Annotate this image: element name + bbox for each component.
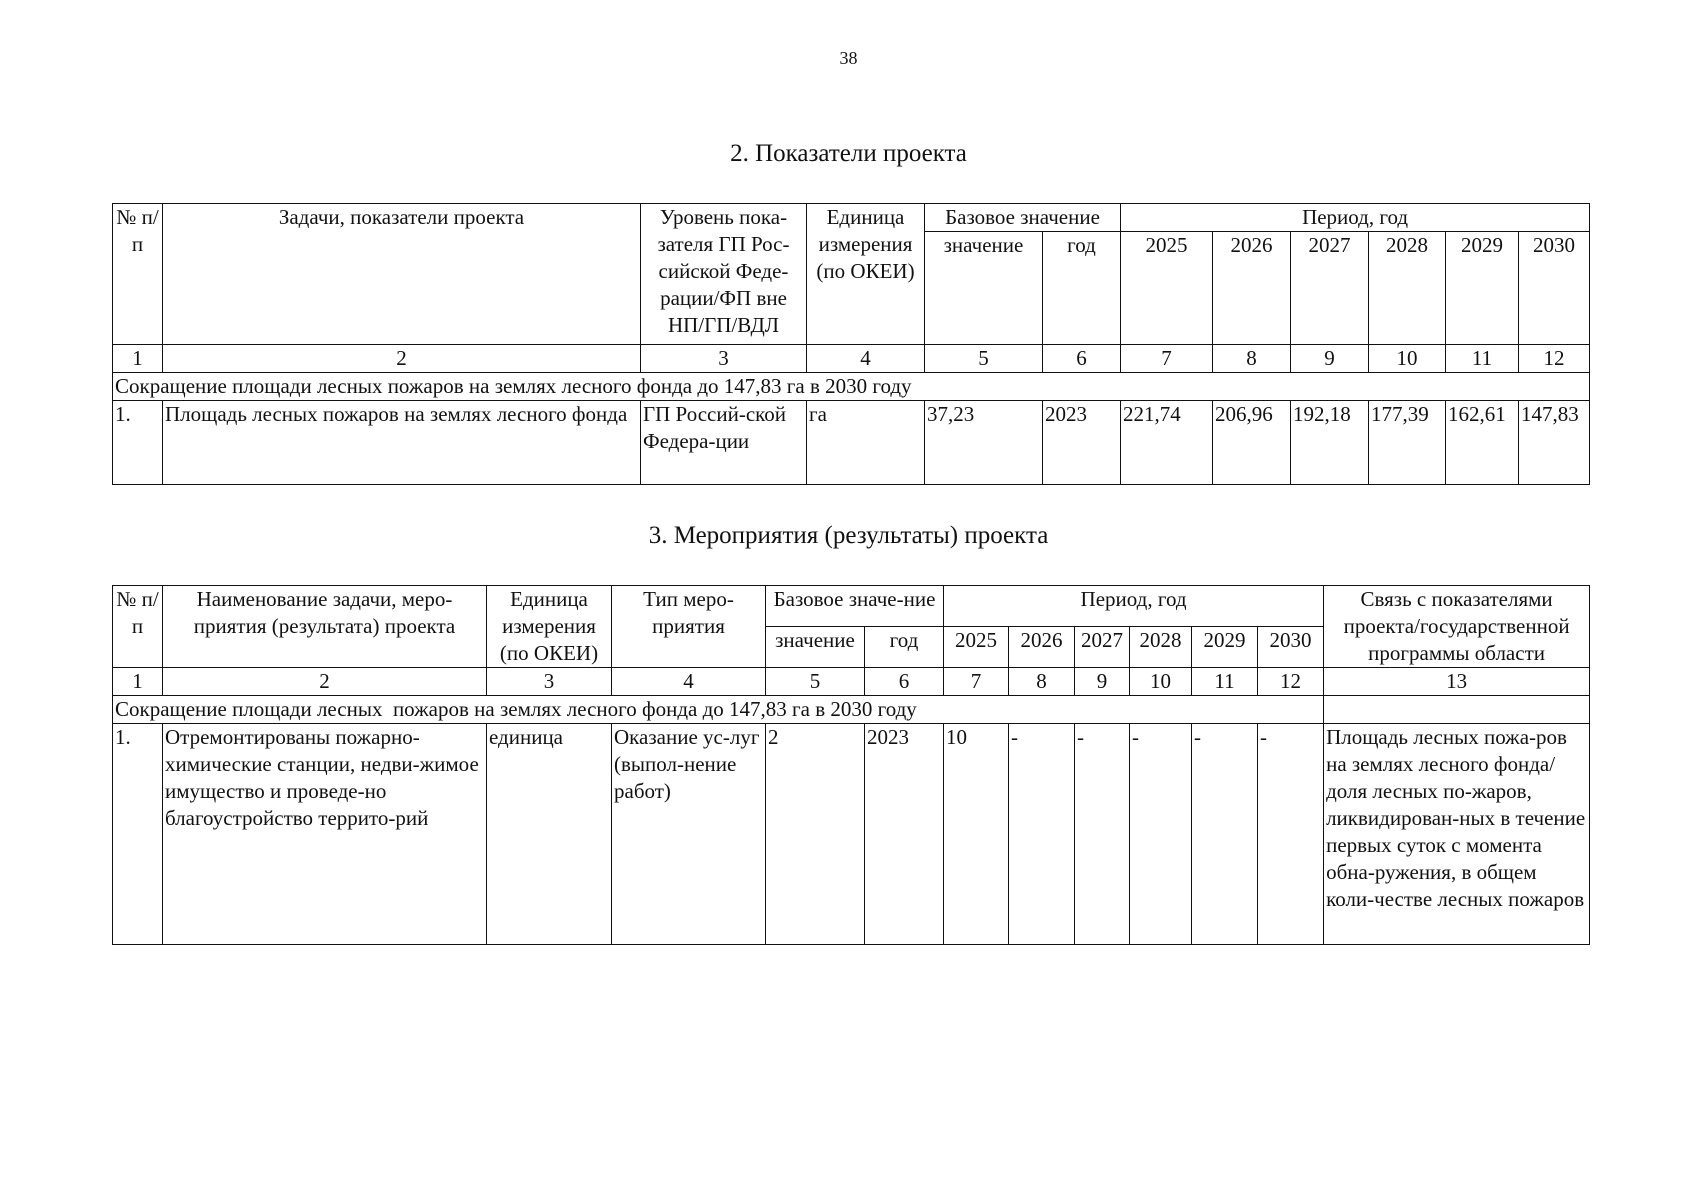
header-period: Период, год <box>1121 204 1590 232</box>
column-number: 1 <box>113 345 163 373</box>
column-number: 4 <box>612 668 766 696</box>
column-number-row <box>113 668 1590 696</box>
column-number: 5 <box>766 668 865 696</box>
row-num: 1. <box>113 401 163 485</box>
row-unit: единица <box>487 724 612 945</box>
row-name: Отремонтированы пожарно-химические станции, недви-жимое имущество и проведе-но благоустройство террито-рий <box>163 724 487 945</box>
header-base-value: значение <box>925 232 1043 345</box>
header-level: Уровень пока-зателя ГП Рос-сийской Феде-рации/ФП вне НП/ГП/ВДЛ <box>641 204 807 345</box>
section-2-title: 2. Показатели проекта <box>730 140 967 167</box>
column-number-row <box>113 345 1590 373</box>
header-year: 2028 <box>1130 627 1192 668</box>
header-base: Базовое значе-ние <box>766 586 944 627</box>
row-value: 221,74 <box>1121 401 1213 485</box>
header-year: 2025 <box>1121 232 1213 345</box>
column-number: 9 <box>1291 345 1369 373</box>
row-name: Площадь лесных пожаров на землях лесного фонда <box>163 401 641 485</box>
header-year: 2025 <box>944 627 1009 668</box>
column-number: 4 <box>807 345 925 373</box>
header-year: 2029 <box>1192 627 1258 668</box>
column-number: 12 <box>1519 345 1590 373</box>
header-year: 2027 <box>1291 232 1369 345</box>
header-base-value: значение <box>766 627 865 668</box>
header-period: Период, год <box>944 586 1324 627</box>
group-row <box>113 373 1590 401</box>
row-level: ГП Россий-ской Федера-ции <box>641 401 807 485</box>
group-title: Сокращение площади лесных пожаров на землях лесного фонда до 147,83 га в 2030 году <box>113 696 1324 724</box>
column-number: 3 <box>641 345 807 373</box>
column-number: 3 <box>487 668 612 696</box>
column-number: 12 <box>1258 668 1324 696</box>
group-title: Сокращение площади лесных пожаров на землях лесного фонда до 147,83 га в 2030 году <box>113 373 1590 401</box>
column-number: 8 <box>1213 345 1291 373</box>
header-row <box>113 204 1590 232</box>
row-type: Оказание ус-луг (выпол-нение работ) <box>612 724 766 945</box>
row-value: - <box>1075 724 1130 945</box>
column-number: 6 <box>1043 345 1121 373</box>
activities-table <box>112 585 1590 945</box>
header-base-year: год <box>1043 232 1121 345</box>
column-number: 13 <box>1324 668 1590 696</box>
page-number: 38 <box>839 48 858 68</box>
table-row <box>113 401 1590 485</box>
column-number: 9 <box>1075 668 1130 696</box>
column-number: 10 <box>1369 345 1446 373</box>
header-base: Базовое значение <box>925 204 1121 232</box>
row-base-year: 2023 <box>865 724 944 945</box>
row-value: 192,18 <box>1291 401 1369 485</box>
header-base-year: год <box>865 627 944 668</box>
header-tasks: Задачи, показатели проекта <box>163 204 641 345</box>
column-number: 7 <box>944 668 1009 696</box>
column-number: 2 <box>163 345 641 373</box>
group-row <box>113 696 1590 724</box>
column-number: 10 <box>1130 668 1192 696</box>
row-base-value: 2 <box>766 724 865 945</box>
row-value: - <box>1130 724 1192 945</box>
header-num: № п/п <box>113 586 163 668</box>
row-value: 206,96 <box>1213 401 1291 485</box>
header-unit: Единица измерения (по ОКЕИ) <box>487 586 612 668</box>
header-year: 2030 <box>1519 232 1590 345</box>
header-year: 2026 <box>1213 232 1291 345</box>
column-number: 7 <box>1121 345 1213 373</box>
header-link: Связь с показателями проекта/государственной программы области <box>1324 586 1590 668</box>
row-value: 162,61 <box>1446 401 1519 485</box>
header-name: Наименование задачи, меро-приятия (результата) проекта <box>163 586 487 668</box>
column-number: 6 <box>865 668 944 696</box>
row-value: 147,83 <box>1519 401 1590 485</box>
row-num: 1. <box>113 724 163 945</box>
group-empty-cell <box>1324 696 1590 724</box>
column-number: 8 <box>1009 668 1075 696</box>
header-year: 2026 <box>1009 627 1075 668</box>
row-value: - <box>1009 724 1075 945</box>
header-num: № п/п <box>113 204 163 345</box>
indicators-table <box>112 203 1590 485</box>
header-year: 2027 <box>1075 627 1130 668</box>
header-year: 2028 <box>1369 232 1446 345</box>
row-base-value: 37,23 <box>925 401 1043 485</box>
section-3-title: 3. Мероприятия (результаты) проекта <box>648 522 1049 549</box>
header-unit: Единица измерения (по ОКЕИ) <box>807 204 925 345</box>
column-number: 11 <box>1192 668 1258 696</box>
row-unit: га <box>807 401 925 485</box>
row-value: 177,39 <box>1369 401 1446 485</box>
table-row <box>113 724 1590 945</box>
column-number: 1 <box>113 668 163 696</box>
column-number: 11 <box>1446 345 1519 373</box>
column-number: 5 <box>925 345 1043 373</box>
row-value: - <box>1258 724 1324 945</box>
column-number: 2 <box>163 668 487 696</box>
header-type: Тип меро-приятия <box>612 586 766 668</box>
header-year: 2029 <box>1446 232 1519 345</box>
row-value: - <box>1192 724 1258 945</box>
header-year: 2030 <box>1258 627 1324 668</box>
row-base-year: 2023 <box>1043 401 1121 485</box>
row-link: Площадь лесных пожа-ров на землях лесного фонда/доля лесных по-жаров, ликвидирован-ных в течение первых суток с момента обна-ружения, в общем коли-честве лесных пожаров <box>1324 724 1590 945</box>
row-value: 10 <box>944 724 1009 945</box>
